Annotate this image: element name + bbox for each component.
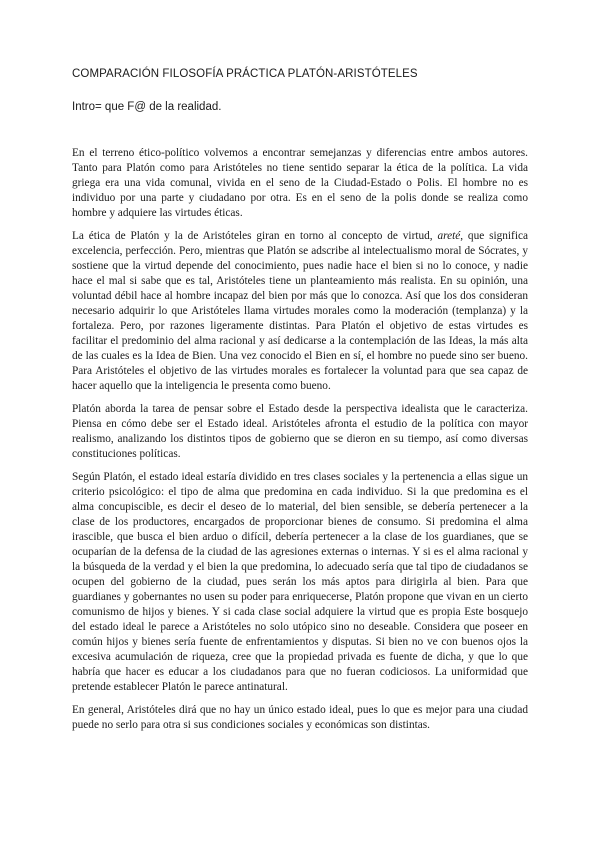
paragraph-ideal-state: Según Platón, el estado ideal estaría dividido en tres clases sociales y la pertenencia a ellas sigue un criterio psicológico: el tipo de alma que predomina en cada individuo. Si la que predomina es el alma concupiscible, es decir el deseo de lo material, del bien sensible, se debería pertenecer a la clase de los productores, encargados de proporcionar bienes de consumo. Si predomina el alma irascible, que busca el bien arduo o difícil, debería pertenecer a la clase de los guardianes, que se ocuparían de la defensa de la ciudad de las agresiones externas o internas. Y si es el alma racional y la búsqueda de la verdad y el bien la que predomina, lo adecuado sería que tal tipo de ciudadanos se ocupen del gobierno de la ciudad, pues serán los más aptos para dirigirla al bien. Para que guardianes y gobernantes no usen su poder para enriquecerse, Platón propone que vivan en un cierto comunismo de hijos y bienes. Y si cada clase social adquiere la virtud que es propia Este bosquejo del estado ideal le parece a Aristóteles no solo utópico sino no deseable. Considera que poseer en común hijos y bienes sería fuente de enfrentamientos y disputas. Si bien no ve con buenos ojos la excesiva acumulación de riqueza, cree que la propiedad privada es fuente de dicha, y que lo que habría que hacer es educar a los ciudadanos para que no fueran codiciosos. La uniformidad que pretende establecer Platón le parece antinatural. — [72, 471, 528, 693]
term-arete: areté — [437, 230, 461, 242]
intro-line: Intro= que F@ de la realidad. — [72, 101, 222, 113]
paragraph-virtue-before: La ética de Platón y la de Aristóteles giran en torno al concepto de virtud, — [72, 230, 438, 242]
document-body — [72, 146, 528, 733]
paragraph-ethics-politics: En el terreno ético-político volvemos a encontrar semejanzas y diferencias entre ambos autores. Tanto para Platón como para Aristóteles no tiene sentido separar la ética de la política. La vida griega era una vida comunal, vivida en el seno de la Ciudad-Estado o Polis. El hombre no es individuo por una parte y ciudadano por otra. Es en el seno de la polis donde se realiza como hombre y adquiere las virtudes éticas. — [72, 147, 528, 219]
paragraph-virtue-after: , que significa excelencia, perfección. Pero, mientras que Platón se adscribe al intelectualismo moral de Sócrates, y sostiene que la virtud depende del conocimiento, pues nadie hace el bien si no lo conoce, y nadie hace el mal si sabe que es tal, Aristóteles tiene un planteamiento más realista. En su opinión, una voluntad débil hace al hombre incapaz del bien por más que lo conozca. Así que los dos consideran necesario adquirir lo que Aristóteles llama virtudes morales como la moderación (templanza) y la fortaleza. Pero, por razones ligeramente distintas. Para Platón el objetivo de estas virtudes es facilitar el predominio del alma racional y así dedicarse a la contemplación de las Ideas, la más alta de las cuales es la Idea de Bien. Una vez conocido el Bien en sí, el hombre no puede sino ser bueno. Para Aristóteles el objetivo de las virtudes morales es fortalecer la voluntad para que sea capaz de hacer aquello que la inteligencia le presenta como bueno. — [72, 230, 528, 392]
paragraph-conclusion: En general, Aristóteles dirá que no hay un único estado ideal, pues lo que es mejor para una ciudad puede no serlo para otra si sus condiciones sociales y económicas son distintas. — [72, 704, 528, 731]
paragraph-state: Platón aborda la tarea de pensar sobre el Estado desde la perspectiva idealista que le caracteriza. Piensa en cómo debe ser el Estado ideal. Aristóteles afronta el estudio de la política con mayor realismo, analizando los distintos tipos de gobierno que se dieron en su tiempo, así como diversas constituciones políticas. — [72, 403, 528, 460]
document-title: COMPARACIÓN FILOSOFÍA PRÁCTICA PLATÓN-ARISTÓTELES — [72, 68, 418, 80]
paragraph-virtue — [72, 229, 528, 394]
